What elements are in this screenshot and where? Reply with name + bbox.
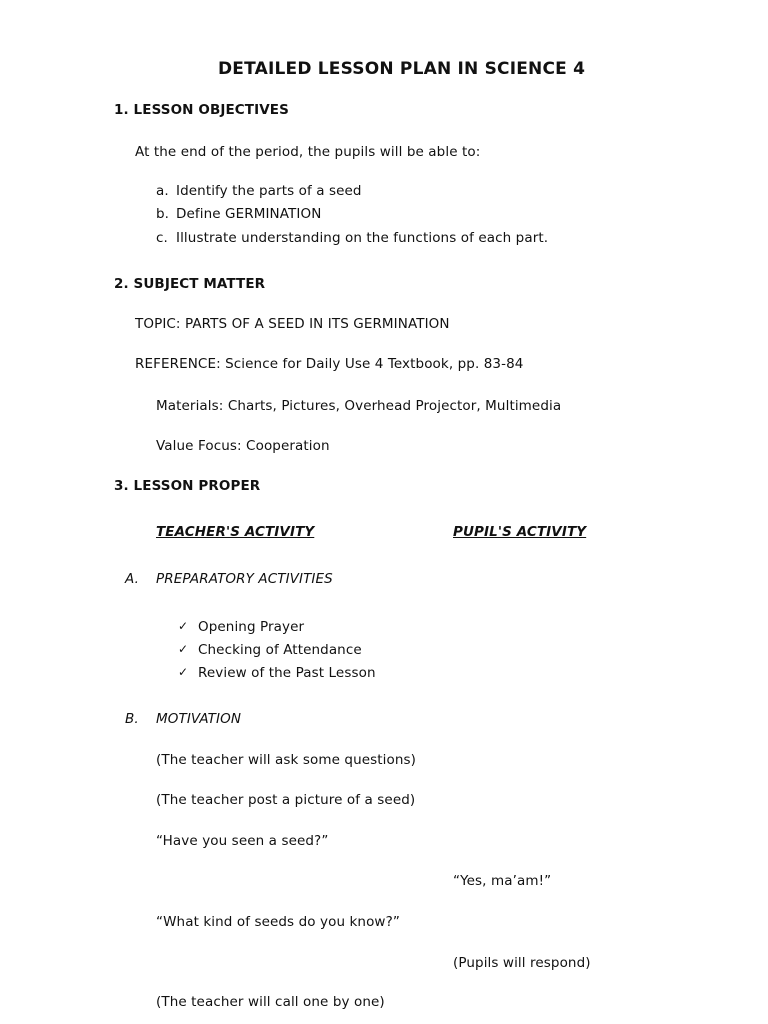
section-3-number: 3.: [114, 478, 129, 494]
section-2-heading: [114, 275, 265, 293]
part-a-heading: PREPARATORY ACTIVITIES: [156, 571, 333, 587]
part-b-heading: MOTIVATION: [156, 711, 242, 727]
teacher-line: (The teacher post a picture of a seed): [156, 792, 416, 808]
topic-line: TOPIC: PARTS OF A SEED IN ITS GERMINATION: [135, 316, 450, 332]
objective-item: [156, 182, 362, 200]
section-1-heading: [114, 101, 289, 119]
objective-marker: a.: [156, 183, 169, 199]
section-3-heading: [114, 477, 260, 495]
checklist-item: Checking of Attendance: [198, 642, 362, 658]
teacher-line: (The teacher will ask some questions): [156, 752, 417, 768]
materials-line: Materials: Charts, Pictures, Overhead Projector, Multimedia: [156, 398, 562, 414]
document-title: DETAILED LESSON PLAN IN SCIENCE 4: [218, 59, 586, 79]
teacher-activity-column-header: TEACHER'S ACTIVITY: [156, 524, 315, 540]
part-a-marker: A.: [125, 571, 139, 587]
check-icon: ✓: [178, 619, 189, 633]
pupil-line: (Pupils will respond): [453, 955, 591, 971]
value-focus-line: Value Focus: Cooperation: [156, 438, 330, 454]
teacher-line: (The teacher will call one by one): [156, 994, 385, 1010]
checklist-item: Review of the Past Lesson: [198, 665, 376, 681]
objective-marker: b.: [156, 206, 170, 222]
objective-text: Define GERMINATION: [176, 206, 322, 222]
objective-text: Illustrate understanding on the functions of each part.: [176, 230, 549, 246]
check-icon: ✓: [178, 642, 189, 656]
check-icon: ✓: [178, 665, 189, 679]
section-2-number: 2.: [114, 276, 129, 292]
section-1-title: LESSON OBJECTIVES: [133, 102, 289, 118]
teacher-line: “Have you seen a seed?”: [156, 833, 329, 849]
teacher-line: “What kind of seeds do you know?”: [156, 914, 400, 930]
pupil-line: “Yes, ma’am!”: [453, 873, 552, 889]
checklist-item: Opening Prayer: [198, 619, 305, 635]
objective-marker: c.: [156, 230, 168, 246]
reference-line: REFERENCE: Science for Daily Use 4 Textbook, pp. 83-84: [135, 356, 524, 372]
objective-item: [156, 229, 548, 247]
objective-text: Identify the parts of a seed: [176, 183, 362, 199]
section-2-title: SUBJECT MATTER: [133, 276, 266, 292]
section-1-number: 1.: [114, 102, 129, 118]
section-3-title: LESSON PROPER: [133, 478, 261, 494]
part-b-marker: B.: [125, 711, 139, 727]
objectives-intro: At the end of the period, the pupils will be able to:: [135, 144, 481, 160]
pupil-activity-column-header: PUPIL'S ACTIVITY: [453, 524, 587, 540]
objective-item: [156, 205, 321, 223]
